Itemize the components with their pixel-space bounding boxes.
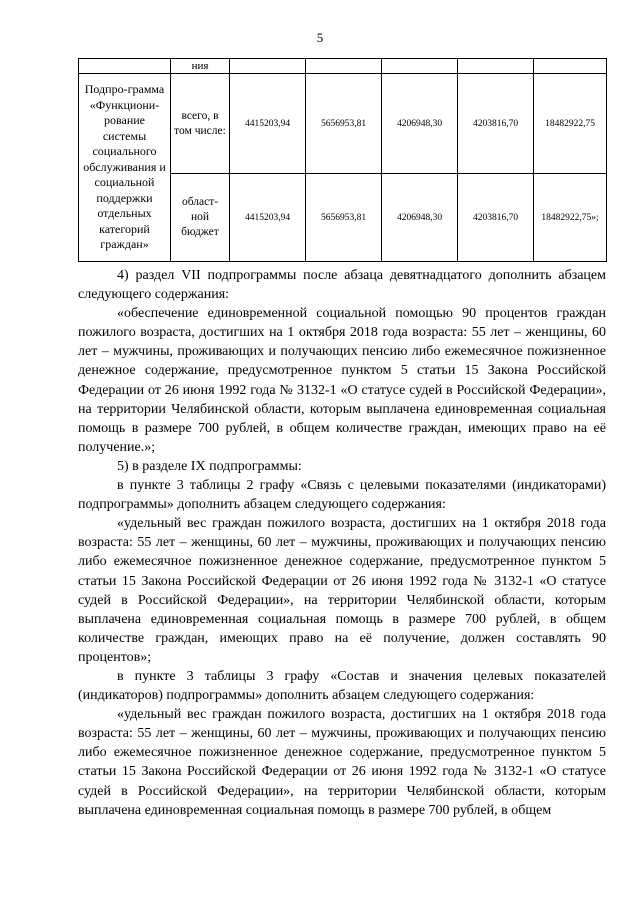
paragraph: 5) в разделе IX подпрограммы: <box>117 458 302 474</box>
table-cell <box>79 59 171 74</box>
document-body <box>78 266 606 820</box>
value-cell: 4206948,30 <box>382 174 458 262</box>
value-cell: 4203816,70 <box>458 74 534 174</box>
table-header-fragment: ния <box>171 59 230 74</box>
table-cell <box>306 59 382 74</box>
value-cell: 5656953,81 <box>306 74 382 174</box>
budget-table <box>78 58 607 262</box>
paragraph: в пункте 3 таблицы 3 графу «Состав и значения целевых показателей (индикаторов) подпрограммы» дополнить абзацем следующего содержания: <box>78 668 606 704</box>
paragraph: «удельный вес граждан пожилого возраста, достигших на 1 октября 2018 года возраста: 55 лет – женщины, 60 лет – мужчины, проживающих и получающих пенсию либо ежемесячное пожизненное денежное содержание, предусмотренное пунктом 5 статьи 15 Закона Российской Федерации от 26 июня 1992 года № 3132-1 «О статусе судей в Российской Федерации», на территории Челябинской области, которым выплачена единовременная социальная помощь в размере 700 рублей, в общем <box>78 707 606 818</box>
table-cell <box>230 59 306 74</box>
paragraph: «обеспечение единовременной социальной помощью 90 процентов граждан пожилого возраста, достигших на 1 октября 2018 года возраста: 55 лет – женщины, 60 лет – мужчины, проживающих и получающих пенсию либо ежемесячное пожизненное денежное содержание, предусмотренное пунктом 5 статьи 15 Закона Российской Федерации от 26 июня 1992 года № 3132-1 «О статусе судей в Российской Федерации», на территории Челябинской области, которым выплачена единовременная социальная помощь в размере 700 рублей, в общем количестве граждан, имеющих право на её получение.»; <box>78 306 606 455</box>
value-cell: 4415203,94 <box>230 174 306 262</box>
value-cell: 18482922,75 <box>534 74 607 174</box>
value-cell: 5656953,81 <box>306 174 382 262</box>
table-header-row <box>79 59 607 74</box>
value-cell: 4206948,30 <box>382 74 458 174</box>
page-number: 5 <box>316 30 324 45</box>
value-cell: 18482922,75»; <box>534 174 607 262</box>
funding-source-cell: област-ной бюджет <box>171 174 230 262</box>
table-cell <box>458 59 534 74</box>
program-name-cell: Подпро-грамма «Функциони-рование системы социального обслуживания и социальной поддержки отдельных категорий граждан» <box>79 74 171 262</box>
funding-source-cell: всего, в том числе: <box>171 74 230 174</box>
paragraph: «удельный вес граждан пожилого возраста, достигших на 1 октября 2018 года возраста: 55 лет – женщины, 60 лет – мужчины, проживающих и получающих пенсию либо ежемесячное пожизненное денежное содержание, предусмотренное пунктом 5 статьи 15 Закона Российской Федерации от 26 июня 1992 года № 3132-1 «О статусе судей в Российской Федерации», на территории Челябинской области, которым выплачена единовременная социальная помощь в размере 700 рублей, в общем количестве граждан, имеющих право на её получение, должен составлять 90 процентов»; <box>78 516 606 665</box>
table-cell <box>534 59 607 74</box>
table-cell <box>382 59 458 74</box>
paragraph: 4) раздел VII подпрограммы после абзаца девятнадцатого дополнить абзацем следующего содержания: <box>78 268 606 303</box>
paragraph: в пункте 3 таблицы 2 графу «Связь с целевыми показателями (индикаторами) подпрограммы» дополнить абзацем следующего содержания: <box>78 478 606 513</box>
value-cell: 4203816,70 <box>458 174 534 262</box>
table-row <box>79 74 607 174</box>
value-cell: 4415203,94 <box>230 74 306 174</box>
